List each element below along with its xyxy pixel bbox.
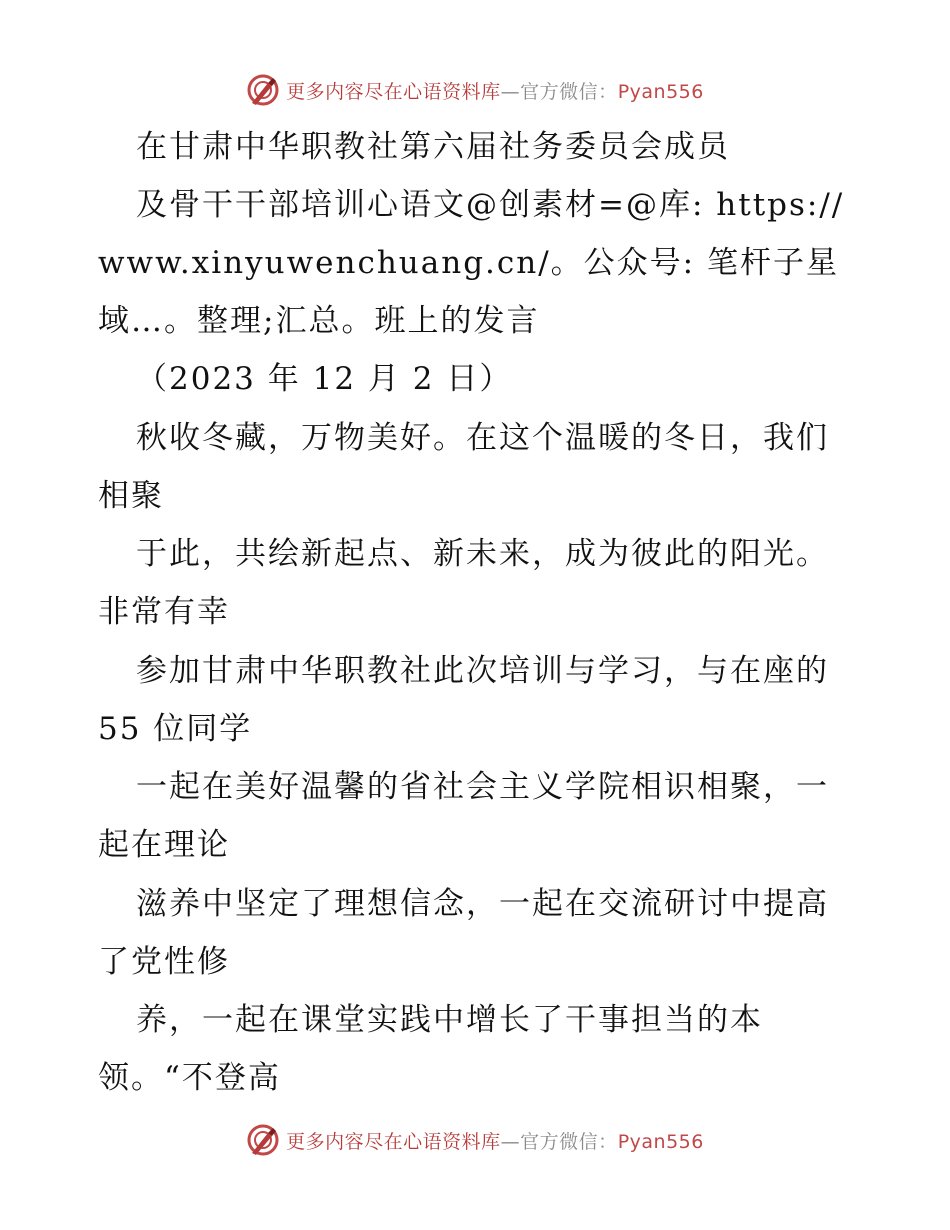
doc-line-14: 滋养中坚定了理想信念，一起在交流研讨中提高	[136, 886, 829, 922]
doc-line-1: 在甘肃中华职教社第六届社务委员会成员	[136, 129, 730, 165]
doc-line-6: 秋收冬藏，万物美好。在这个温暖的冬日，我们	[136, 420, 829, 456]
doc-line-2: 及骨干干部培训心语文@创素材=@库: https://	[136, 187, 845, 223]
doc-line-3: www.xinyuwenchuang.cn/。公众号: 笔杆子星	[98, 245, 839, 281]
banner-main-text: 更多内容尽在心语资料库	[286, 1130, 501, 1153]
doc-line-12: 一起在美好温馨的省社会主义学院相识相聚，一	[136, 769, 829, 805]
doc-line-16: 养，一起在课堂实践中增长了干事担当的本	[136, 1002, 763, 1038]
doc-line-9: 非常有幸	[98, 594, 230, 630]
banner-separator: —	[500, 80, 521, 103]
pen-logo-icon	[246, 1123, 280, 1157]
banner-main-text: 更多内容尽在心语资料库	[286, 80, 501, 103]
doc-line-7: 相聚	[98, 478, 164, 514]
doc-line-8: 于此，共绘新起点、新未来，成为彼此的阳光。	[136, 536, 829, 572]
doc-line-17: 领。“不登高	[98, 1060, 281, 1096]
banner-wechat-label: 官方微信：	[520, 1130, 618, 1153]
footer-banner-text	[286, 1127, 704, 1154]
doc-line-15: 了党性修	[98, 944, 230, 980]
banner-wechat-label: 官方微信：	[520, 80, 618, 103]
footer-watermark-banner	[0, 1120, 950, 1160]
banner-separator: —	[500, 1130, 521, 1153]
doc-line-11: 55 位同学	[98, 711, 253, 747]
banner-wechat-id: Pyan556	[617, 1130, 704, 1153]
doc-line-13: 起在理论	[98, 827, 230, 863]
banner-wechat-id: Pyan556	[617, 80, 704, 103]
doc-line-10: 参加甘肃中华职教社此次培训与学习，与在座的	[136, 653, 829, 689]
doc-line-5: （2023 年 12 月 2 日）	[136, 361, 513, 397]
doc-line-4: 域…。整理;汇总。班上的发言	[98, 303, 540, 339]
